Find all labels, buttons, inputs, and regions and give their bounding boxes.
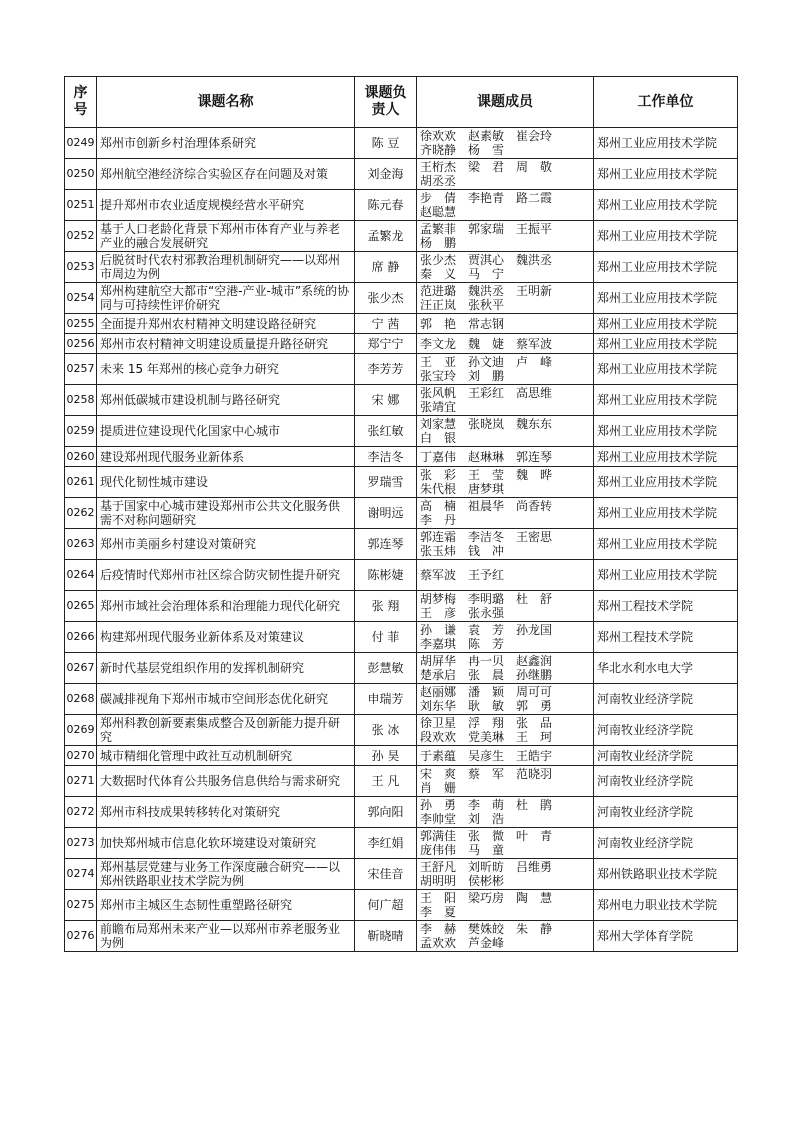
header-members: 课题成员 xyxy=(417,77,594,128)
row-unit: 郑州电力职业技术学院 xyxy=(594,890,738,921)
row-unit: 河南牧业经济学院 xyxy=(594,684,738,715)
row-no: 0266 xyxy=(65,622,97,653)
row-no: 0265 xyxy=(65,591,97,622)
table-row xyxy=(65,715,738,746)
row-no: 0253 xyxy=(65,252,97,283)
row-members: 丁嘉伟 赵琳琳 郭连琴 xyxy=(417,447,594,467)
row-no: 0273 xyxy=(65,828,97,859)
table-row xyxy=(65,684,738,715)
row-leader: 谢明远 xyxy=(355,498,417,529)
row-title: 提升郑州市农业适度规模经营水平研究 xyxy=(97,190,355,221)
row-leader: 申瑞芳 xyxy=(355,684,417,715)
row-leader: 李洁冬 xyxy=(355,447,417,467)
row-no: 0261 xyxy=(65,467,97,498)
row-unit: 郑州工业应用技术学院 xyxy=(594,221,738,252)
row-no: 0267 xyxy=(65,653,97,684)
row-members: 宋 爽 蔡 军 范晓羽 肖 姗 xyxy=(417,766,594,797)
row-title: 大数据时代体育公共服务信息供给与需求研究 xyxy=(97,766,355,797)
row-members: 张少杰 贾淇心 魏洪丞 秦 义 马 宁 xyxy=(417,252,594,283)
row-leader: 付 菲 xyxy=(355,622,417,653)
row-members: 胡梦梅 李明璐 杜 舒 王 彦 张永强 xyxy=(417,591,594,622)
row-leader: 郑宁宁 xyxy=(355,334,417,354)
row-members: 高 楠 祖晨华 尚香转 李 丹 xyxy=(417,498,594,529)
row-unit: 华北水利水电大学 xyxy=(594,653,738,684)
row-members: 王舒凡 刘昕昉 吕维勇 胡明明 侯彬彬 xyxy=(417,859,594,890)
table-row xyxy=(65,283,738,314)
row-leader: 席 静 xyxy=(355,252,417,283)
row-unit: 郑州工业应用技术学院 xyxy=(594,128,738,159)
table-header-row xyxy=(65,77,738,128)
project-table xyxy=(64,76,738,952)
row-unit: 郑州工业应用技术学院 xyxy=(594,159,738,190)
row-no: 0260 xyxy=(65,447,97,467)
row-unit: 郑州工程技术学院 xyxy=(594,622,738,653)
row-no: 0268 xyxy=(65,684,97,715)
table-row xyxy=(65,159,738,190)
table-row xyxy=(65,467,738,498)
row-members: 张 彩 王 莹 魏 晔 朱代根 唐梦琪 xyxy=(417,467,594,498)
row-leader: 李红娟 xyxy=(355,828,417,859)
row-members: 胡屏华 冉一贝 赵鑫润 楚承启 张 晨 孙继鹏 xyxy=(417,653,594,684)
row-title: 郑州市域社会治理体系和治理能力现代化研究 xyxy=(97,591,355,622)
row-leader: 刘金海 xyxy=(355,159,417,190)
table-row xyxy=(65,190,738,221)
row-no: 0254 xyxy=(65,283,97,314)
row-title: 前瞻布局郑州未来产业—以郑州市养老服务业为例 xyxy=(97,921,355,952)
table-row xyxy=(65,314,738,334)
row-leader: 宁 茜 xyxy=(355,314,417,334)
row-members: 范进璐 魏洪丞 王明新 汪正岚 张秋平 xyxy=(417,283,594,314)
row-no: 0258 xyxy=(65,385,97,416)
row-no: 0250 xyxy=(65,159,97,190)
row-no: 0264 xyxy=(65,560,97,591)
row-title: 建设郑州现代服务业新体系 xyxy=(97,447,355,467)
row-title: 提质进位建设现代化国家中心城市 xyxy=(97,416,355,447)
row-no: 0271 xyxy=(65,766,97,797)
row-members: 刘家慧 张晓岚 魏东东 白 银 xyxy=(417,416,594,447)
table-row xyxy=(65,859,738,890)
row-title: 后疫情时代郑州市社区综合防灾韧性提升研究 xyxy=(97,560,355,591)
row-leader: 孟繁龙 xyxy=(355,221,417,252)
row-leader: 陈 豆 xyxy=(355,128,417,159)
row-title: 郑州航空港经济综合实验区存在问题及对策 xyxy=(97,159,355,190)
table-row xyxy=(65,385,738,416)
row-no: 0259 xyxy=(65,416,97,447)
row-title: 全面提升郑州农村精神文明建设路径研究 xyxy=(97,314,355,334)
row-no: 0251 xyxy=(65,190,97,221)
header-unit: 工作单位 xyxy=(594,77,738,128)
row-no: 0270 xyxy=(65,746,97,766)
row-leader: 罗瑞雪 xyxy=(355,467,417,498)
table-row xyxy=(65,416,738,447)
row-members: 于素蕴 吴彦生 王皓宇 xyxy=(417,746,594,766)
row-title: 郑州市美丽乡村建设对策研究 xyxy=(97,529,355,560)
row-no: 0269 xyxy=(65,715,97,746)
row-unit: 郑州工业应用技术学院 xyxy=(594,560,738,591)
row-unit: 郑州工业应用技术学院 xyxy=(594,283,738,314)
row-no: 0257 xyxy=(65,354,97,385)
row-leader: 郭向阳 xyxy=(355,797,417,828)
row-leader: 王 凡 xyxy=(355,766,417,797)
table-row xyxy=(65,447,738,467)
row-unit: 河南牧业经济学院 xyxy=(594,766,738,797)
row-unit: 河南牧业经济学院 xyxy=(594,797,738,828)
row-leader: 张少杰 xyxy=(355,283,417,314)
row-unit: 郑州工业应用技术学院 xyxy=(594,416,738,447)
table-row xyxy=(65,560,738,591)
header-no: 序号 xyxy=(65,77,97,128)
row-members: 李 赫 樊姝皎 朱 静 孟欢欢 芦金峰 xyxy=(417,921,594,952)
row-unit: 郑州铁路职业技术学院 xyxy=(594,859,738,890)
table-row xyxy=(65,766,738,797)
row-title: 新时代基层党组织作用的发挥机制研究 xyxy=(97,653,355,684)
row-leader: 陈元春 xyxy=(355,190,417,221)
row-no: 0276 xyxy=(65,921,97,952)
row-unit: 郑州工程技术学院 xyxy=(594,591,738,622)
row-title: 构建郑州现代服务业新体系及对策建议 xyxy=(97,622,355,653)
table-row xyxy=(65,334,738,354)
header-title: 课题名称 xyxy=(97,77,355,128)
row-no: 0262 xyxy=(65,498,97,529)
row-leader: 张 冰 xyxy=(355,715,417,746)
row-unit: 郑州大学体育学院 xyxy=(594,921,738,952)
table-row xyxy=(65,622,738,653)
table-row xyxy=(65,354,738,385)
row-members: 步 倩 李艳青 路二霞 赵聪慧 xyxy=(417,190,594,221)
row-unit: 河南牧业经济学院 xyxy=(594,828,738,859)
row-title: 郑州市主城区生态韧性重塑路径研究 xyxy=(97,890,355,921)
table-row xyxy=(65,128,738,159)
row-title: 基于国家中心城市建设郑州市公共文化服务供需不对称问题研究 xyxy=(97,498,355,529)
row-members: 王 阳 梁巧房 陶 慧 李 夏 xyxy=(417,890,594,921)
header-leader: 课题负责人 xyxy=(355,77,417,128)
row-members: 徐欢欢 赵素敏 崔会玲 齐晓静 杨 雪 xyxy=(417,128,594,159)
row-unit: 郑州工业应用技术学院 xyxy=(594,190,738,221)
row-leader: 郭连琴 xyxy=(355,529,417,560)
row-unit: 郑州工业应用技术学院 xyxy=(594,385,738,416)
row-leader: 靳晓晴 xyxy=(355,921,417,952)
row-members: 郭 艳 常志钢 xyxy=(417,314,594,334)
table-row xyxy=(65,828,738,859)
row-leader: 李芳芳 xyxy=(355,354,417,385)
row-members: 郭连霜 李洁冬 王密思 张玉炜 钱 冲 xyxy=(417,529,594,560)
row-unit: 郑州工业应用技术学院 xyxy=(594,314,738,334)
row-unit: 郑州工业应用技术学院 xyxy=(594,354,738,385)
row-members: 孙 谦 袁 芳 孙龙国 李嘉琪 陈 芳 xyxy=(417,622,594,653)
row-no: 0252 xyxy=(65,221,97,252)
row-unit: 郑州工业应用技术学院 xyxy=(594,529,738,560)
table-row xyxy=(65,653,738,684)
row-title: 郑州科教创新要素集成整合及创新能力提升研究 xyxy=(97,715,355,746)
row-title: 现代化韧性城市建设 xyxy=(97,467,355,498)
row-unit: 郑州工业应用技术学院 xyxy=(594,447,738,467)
row-title: 郑州低碳城市建设机制与路径研究 xyxy=(97,385,355,416)
table-row xyxy=(65,921,738,952)
row-members: 徐卫星 浮 翔 张 品 段欢欢 党美琳 王 珂 xyxy=(417,715,594,746)
table-row xyxy=(65,498,738,529)
row-leader: 陈彬婕 xyxy=(355,560,417,591)
row-leader: 张红敏 xyxy=(355,416,417,447)
row-members: 孙 勇 李 萌 杜 鹃 李帅堂 刘 浩 xyxy=(417,797,594,828)
row-no: 0275 xyxy=(65,890,97,921)
row-leader: 彭慧敏 xyxy=(355,653,417,684)
row-title: 基于人口老龄化背景下郑州市体育产业与养老产业的融合发展研究 xyxy=(97,221,355,252)
row-leader: 张 翔 xyxy=(355,591,417,622)
row-unit: 河南牧业经济学院 xyxy=(594,746,738,766)
row-title: 郑州市科技成果转移转化对策研究 xyxy=(97,797,355,828)
row-members: 王 亚 孙文迪 卢 峰 张宝玲 刘 鹏 xyxy=(417,354,594,385)
row-members: 赵丽娜 潘 颖 周可可 刘东华 耿 敏 郭 勇 xyxy=(417,684,594,715)
row-leader: 何广超 xyxy=(355,890,417,921)
row-title: 加快郑州城市信息化软环境建设对策研究 xyxy=(97,828,355,859)
row-leader: 孙 昊 xyxy=(355,746,417,766)
row-no: 0256 xyxy=(65,334,97,354)
row-members: 孟繁菲 郭家瑞 王振平 杨 鹏 xyxy=(417,221,594,252)
table-row xyxy=(65,797,738,828)
row-members: 王桁杰 梁 君 周 敬 胡丞丞 xyxy=(417,159,594,190)
row-unit: 河南牧业经济学院 xyxy=(594,715,738,746)
row-members: 张风帆 王彩红 高思维 张靖宜 xyxy=(417,385,594,416)
row-members: 郭满佳 张 微 叶 青 庞伟伟 马 童 xyxy=(417,828,594,859)
table-row xyxy=(65,746,738,766)
row-no: 0272 xyxy=(65,797,97,828)
table-row xyxy=(65,890,738,921)
row-title: 郑州基层党建与业务工作深度融合研究——以郑州铁路职业技术学院为例 xyxy=(97,859,355,890)
row-title: 碳减排视角下郑州市城市空间形态优化研究 xyxy=(97,684,355,715)
row-unit: 郑州工业应用技术学院 xyxy=(594,334,738,354)
row-title: 未来 15 年郑州的核心竞争力研究 xyxy=(97,354,355,385)
row-title: 郑州构建航空大都市“空港-产业-城市”系统的协同与可持续性评价研究 xyxy=(97,283,355,314)
table-row xyxy=(65,529,738,560)
row-no: 0274 xyxy=(65,859,97,890)
row-members: 李文龙 魏 婕 蔡军波 xyxy=(417,334,594,354)
table-row xyxy=(65,252,738,283)
row-leader: 宋 娜 xyxy=(355,385,417,416)
row-title: 城市精细化管理中政社互动机制研究 xyxy=(97,746,355,766)
row-no: 0255 xyxy=(65,314,97,334)
row-leader: 宋佳音 xyxy=(355,859,417,890)
row-unit: 郑州工业应用技术学院 xyxy=(594,252,738,283)
table-row xyxy=(65,591,738,622)
row-title: 郑州市农村精神文明建设质量提升路径研究 xyxy=(97,334,355,354)
row-title: 后脱贫时代农村邪教治理机制研究——以郑州市周边为例 xyxy=(97,252,355,283)
table-row xyxy=(65,221,738,252)
row-unit: 郑州工业应用技术学院 xyxy=(594,467,738,498)
row-no: 0249 xyxy=(65,128,97,159)
row-unit: 郑州工业应用技术学院 xyxy=(594,498,738,529)
row-no: 0263 xyxy=(65,529,97,560)
row-members: 蔡军波 王予红 xyxy=(417,560,594,591)
row-title: 郑州市创新乡村治理体系研究 xyxy=(97,128,355,159)
